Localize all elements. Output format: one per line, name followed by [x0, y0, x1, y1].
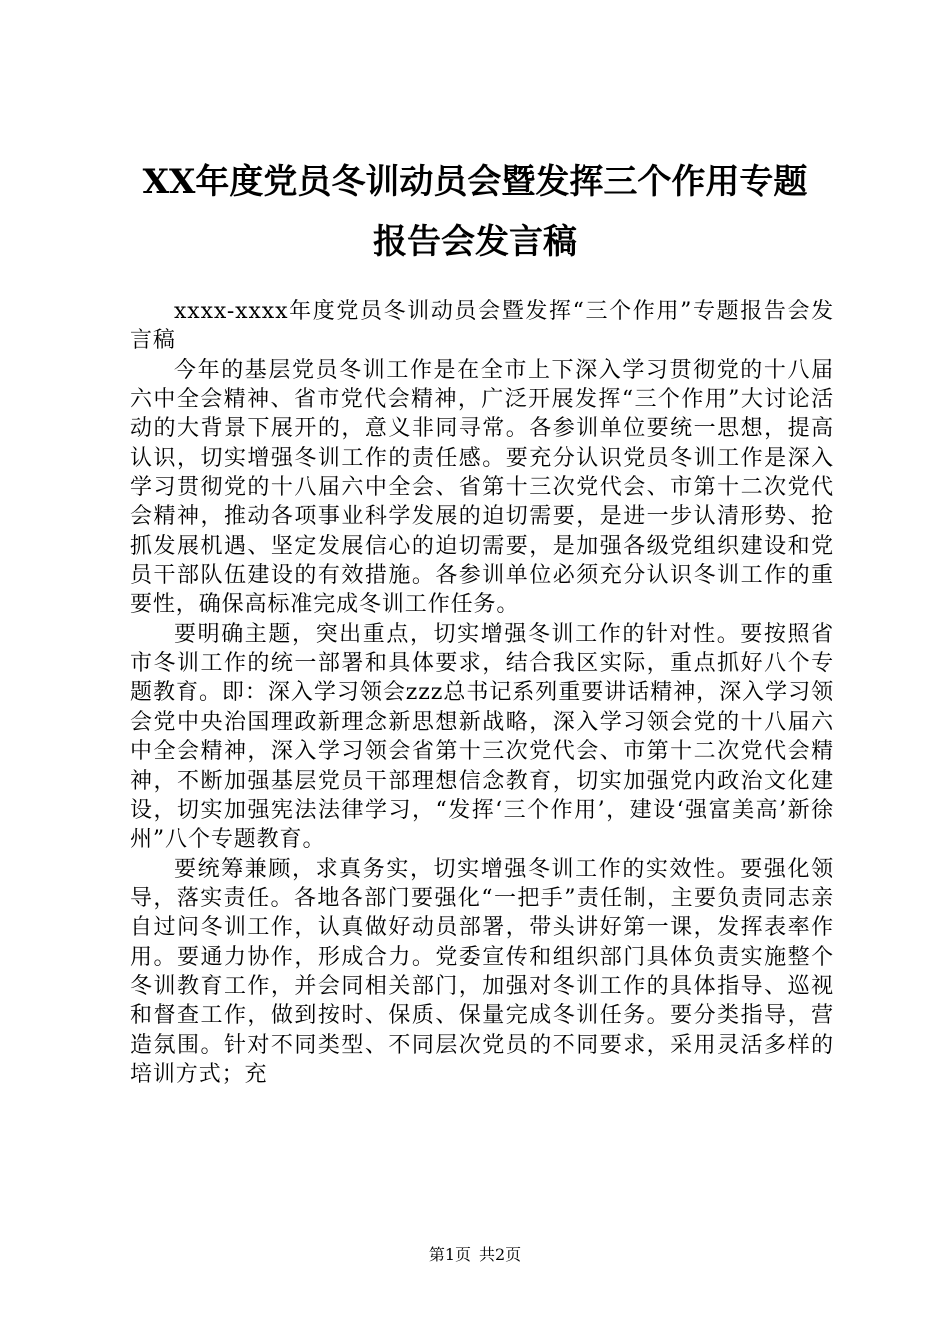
page-number-current: 第1页 [428, 1245, 471, 1264]
document-title-line-2: 报告会发言稿 [373, 222, 577, 262]
paragraph-3: 要统筹兼顾，求真务实，切实增强冬训工作的实效性。要强化领导，落实责任。各地各部门要强化“一把手”责任制，主要负责同志亲自过问冬训工作，认真做好动员部署，带头讲好第一课，发挥表率作用。要通力协作，形成合力。党委宣传和组织部门具体负责实施整个冬训教育工作，并会同相关部门，加强对冬训工作的具体指导、巡视和督查工作，做到按时、保质、保量完成冬训任务。要分类指导，营造氛围。针对不同类型、不同层次党员的不同要求，采用灵活多样的培训方式；充 [130, 856, 834, 1087]
paragraph-2: 要明确主题，突出重点，切实增强冬训工作的针对性。要按照省市冬训工作的统一部署和具体要求，结合我区实际，重点抓好八个专题教育。即：深入学习领会zzz总书记系列重要讲话精神，深入学习领会党中央治国理政新理念新思想新战略，深入学习领会党的十八届六中全会精神，深入学习领会省第十三次党代会、市第十二次党代会精神，不断加强基层党员干部理想信念教育，切实加强党内政治文化建设，切实加强宪法法律学习，“发挥‘三个作用’，建设‘强富美高’新徐州”八个专题教育。 [130, 621, 834, 853]
page-number-total: 共2页 [479, 1245, 522, 1264]
page-footer [0, 1243, 950, 1267]
document-body [130, 297, 834, 1089]
document-title-line-1: XX年度党员冬训动员会暨发挥三个作用专题 [142, 162, 808, 202]
paragraph-subtitle: xxxx-xxxx年度党员冬训动员会暨发挥“三个作用”专题报告会发言稿 [130, 299, 834, 354]
paragraph-1: 今年的基层党员冬训工作是在全市上下深入学习贯彻党的十八届六中全会精神、省市党代会精神，广泛开展发挥“三个作用”大讨论活动的大背景下展开的，意义非同寻常。各参训单位要统一思想，提高认识，切实增强冬训工作的责任感。要充分认识党员冬训工作是深入学习贯彻党的十八届六中全会、省第十三次党代会、市第十二次党代会精神，推动各项事业科学发展的迫切需要，是进一步认清形势、抢抓发展机遇、坚定发展信心的迫切需要，是加强各级党组织建设和党员干部队伍建设的有效措施。各参训单位必须充分认识冬训工作的重要性，确保高标准完成冬训工作任务。 [130, 357, 834, 618]
